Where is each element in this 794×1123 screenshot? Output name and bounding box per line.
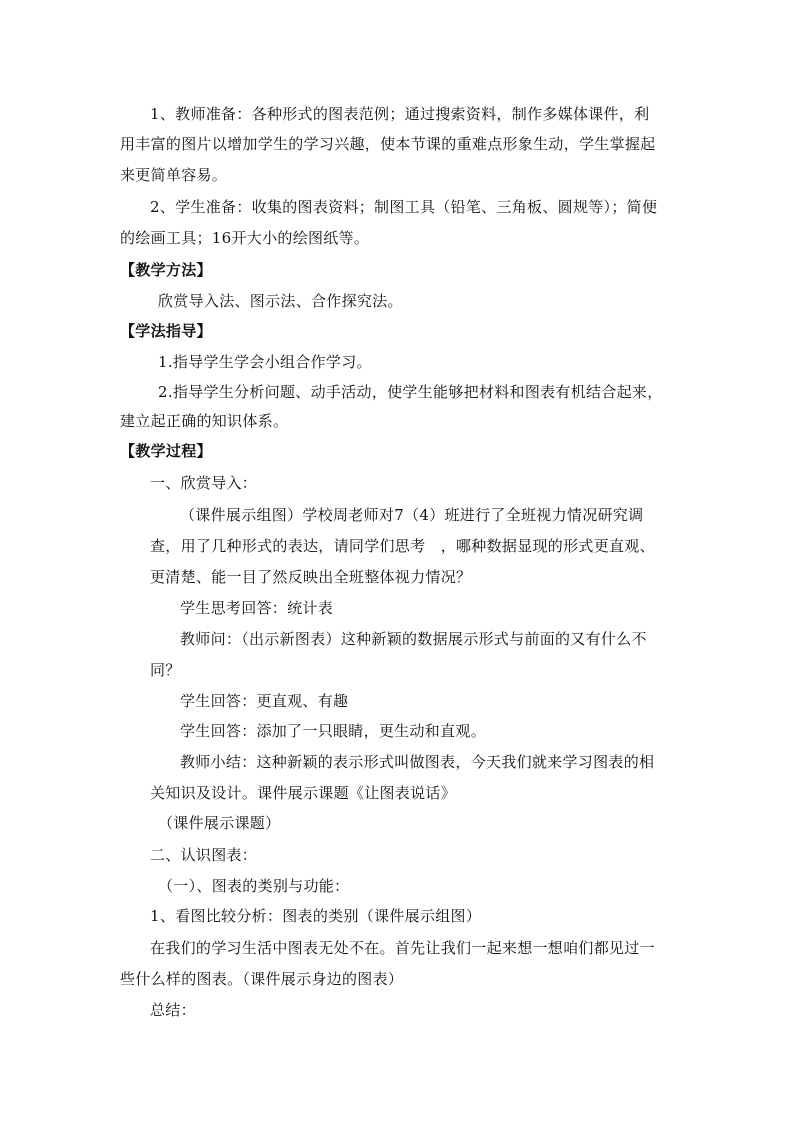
paragraph-line: 更清楚、能一目了然反映出全班整体视力情况？ <box>150 568 472 586</box>
paragraph-line: 学生回答：更直观、有趣 <box>180 692 349 710</box>
paragraph-line: 用丰富的图片以增加学生的学习兴趣，使本节课的重难点形象生动，学生掌握起 <box>120 135 656 153</box>
paragraph-line: 在我们的学习生活中图表无处不在。首先让我们一起来想一想咱们都见过一 <box>150 939 655 957</box>
paragraph-line: 来更简单容易。 <box>120 166 228 184</box>
paragraph-line: 关知识及设计。课件展示课题《让图表说话》 <box>150 784 457 802</box>
paragraph-line: 欣赏导入法、图示法、合作探究法。 <box>158 292 403 310</box>
paragraph-line: （课件展示课题） <box>158 814 281 832</box>
paragraph-line: 学生思考回答：统计表 <box>180 599 334 617</box>
section-heading: 【学法指导】 <box>120 322 212 340</box>
paragraph-line: 学生回答：添加了一只眼睛，更生动和直观。 <box>180 722 487 740</box>
paragraph-line: 些什么样的图表。（课件展示身边的图表） <box>120 970 404 988</box>
paragraph-line: 1、教师准备：各种形式的图表范例；通过搜索资料，制作多媒体课件，利 <box>150 105 650 123</box>
paragraph-line: 同？ <box>150 661 181 679</box>
paragraph-line: 教师小结：这种新颖的表示形式叫做图表，今天我们就来学习图表的相 <box>180 753 655 771</box>
paragraph-line: 2、学生准备：收集的图表资料；制图工具（铅笔、三角板、圆规等）；简便 <box>150 198 658 216</box>
paragraph-line: 一、欣赏导入： <box>150 474 258 492</box>
paragraph-line: 建立起正确的知识体系。 <box>120 412 289 430</box>
paragraph-line: 2.指导学生分析问题、动手活动，使学生能够把材料和图表有机结合起来， <box>158 383 663 401</box>
paragraph-line: 1、看图比较分析：图表的类别（课件展示组图） <box>150 907 482 925</box>
section-heading: 【教学方法】 <box>120 261 212 279</box>
section-heading: 【教学过程】 <box>120 442 212 460</box>
paragraph-line: 教师问：（出示新图表）这种新颖的数据展示形式与前面的又有什么不 <box>180 630 647 648</box>
paragraph-line: （一）、图表的类别与功能： <box>158 877 350 895</box>
paragraph-line: 查，用了几种形式的表达，请同学们思考 ，哪种数据显现的形式更直观、 <box>150 537 655 555</box>
paragraph-line: 的绘画工具；16开大小的绘图纸等。 <box>120 229 370 247</box>
paragraph-line: （课件展示组图）学校周老师对7（4）班进行了全班视力情况研究调 <box>180 506 644 524</box>
paragraph-line: 二、认识图表： <box>150 846 258 864</box>
paragraph-line: 总结： <box>150 1001 196 1019</box>
paragraph-line: 1.指导学生学会小组合作学习。 <box>158 353 372 371</box>
